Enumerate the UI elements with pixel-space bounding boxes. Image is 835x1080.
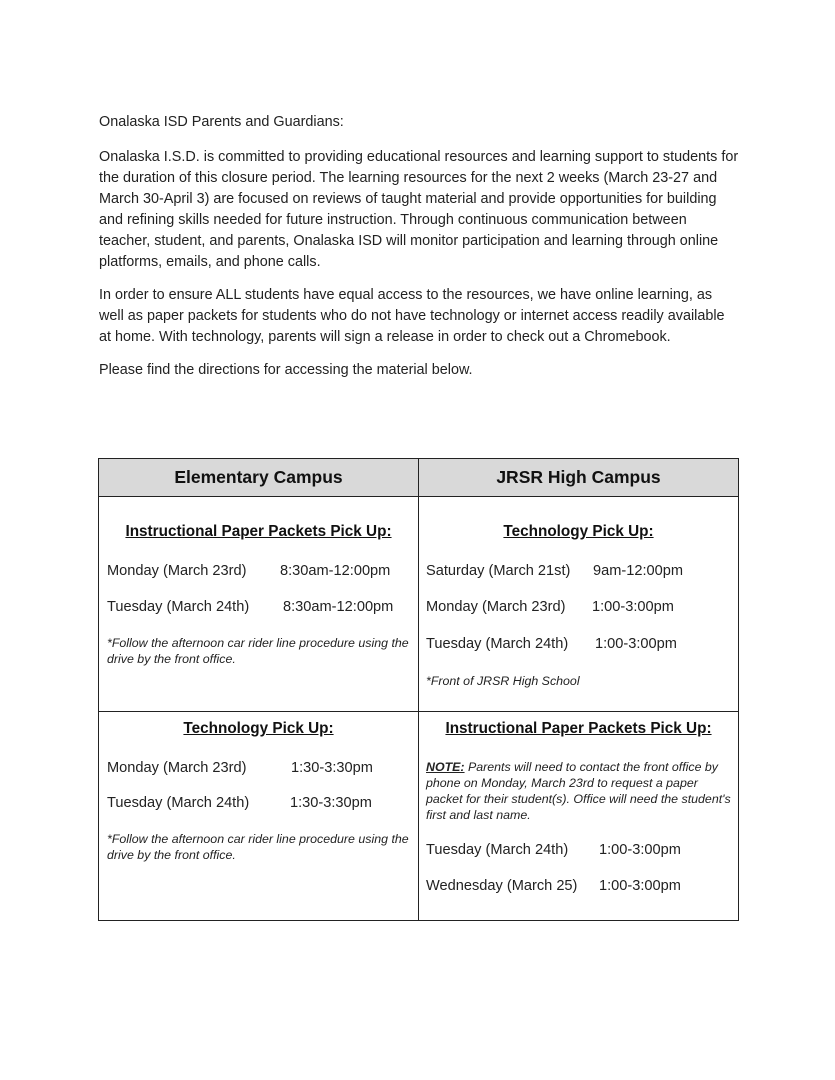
schedule-day: Wednesday (March 25) (426, 878, 578, 894)
elem-tech-note: *Follow the afternoon car rider line procedure using the drive by the front office. (107, 832, 409, 862)
list-item (107, 598, 393, 616)
schedule-time: 1:00-3:00pm (599, 842, 681, 858)
list-item (107, 794, 372, 812)
schedule-day: Saturday (March 21st) (426, 563, 571, 579)
header-elementary-campus: Elementary Campus (99, 459, 419, 497)
schedule-time: 1:30-3:30pm (290, 795, 372, 811)
list-item (426, 841, 681, 859)
list-item (426, 635, 677, 653)
schedule-day: Monday (March 23rd) (426, 599, 566, 615)
list-item (426, 877, 681, 895)
list-item (426, 598, 674, 616)
table-row (99, 497, 739, 712)
schedule-day: Monday (March 23rd) (107, 563, 247, 579)
jrsr-packets-title: Instructional Paper Packets Pick Up: (445, 720, 712, 737)
table-row (99, 712, 739, 921)
schedule-day: Tuesday (March 24th) (426, 636, 569, 652)
jrsr-tech-title: Technology Pick Up: (503, 523, 654, 540)
schedule-day: Tuesday (March 24th) (107, 599, 250, 615)
schedule-time: 1:00-3:00pm (599, 878, 681, 894)
schedule-day: Tuesday (March 24th) (426, 842, 569, 858)
list-item (107, 759, 373, 777)
elem-tech-title: Technology Pick Up: (183, 720, 334, 737)
schedule-time: 1:30-3:30pm (291, 760, 373, 776)
schedule-time: 9am-12:00pm (593, 563, 684, 579)
schedule-day: Tuesday (March 24th) (107, 795, 250, 811)
cell-jrsr-packets (419, 712, 739, 921)
pickup-schedule-table (98, 458, 739, 921)
list-item (107, 562, 390, 580)
schedule-time: 8:30am-12:00pm (283, 599, 394, 615)
schedule-day: Monday (March 23rd) (107, 760, 247, 776)
elem-packets-title: Instructional Paper Packets Pick Up: (125, 523, 392, 540)
list-item (426, 562, 683, 580)
jrsr-packets-note (426, 759, 732, 823)
schedule-time: 8:30am-12:00pm (280, 563, 391, 579)
letter-paragraph-2: In order to ensure ALL students have equal access to the resources, we have online learning, as well as paper packets for students who do not have technology or internet access readily available at home. With technology, parents will sign a release in order to check out a Chromebook. (99, 287, 725, 345)
letter-paragraph-1: Onalaska I.S.D. is committed to providing educational resources and learning support to students for the duration of this closure period. The learning resources for the next 2 weeks (March 23-27 and March 30-April 3) are focused on reviews of taught material and provide opportunities for building and refining skills needed for future instruction. Through continuous communication between teacher, student, and parents, Onalaska ISD will monitor participation and learning through online platforms, emails, and phone calls. (99, 149, 739, 270)
note-label: NOTE: (426, 760, 465, 774)
letter-greeting: Onalaska ISD Parents and Guardians: (99, 114, 344, 130)
cell-jrsr-technology (419, 497, 739, 712)
note-text: Parents will need to contact the front office by phone on Monday, March 23rd to request a paper packet for their student(s). Office will need the student's first and last name. (426, 760, 731, 822)
letter-closing: Please find the directions for accessing the material below. (99, 362, 473, 378)
cell-elementary-packets (99, 497, 419, 712)
letter-body (99, 112, 739, 393)
cell-elementary-technology (99, 712, 419, 921)
schedule-time: 1:00-3:00pm (592, 599, 674, 615)
table-header-row (99, 459, 739, 497)
schedule-time: 1:00-3:00pm (595, 636, 677, 652)
header-jrsr-high-campus: JRSR High Campus (419, 459, 739, 497)
jrsr-tech-note: *Front of JRSR High School (426, 674, 580, 688)
elem-packets-note: *Follow the afternoon car rider line procedure using the drive by the front office. (107, 636, 409, 666)
